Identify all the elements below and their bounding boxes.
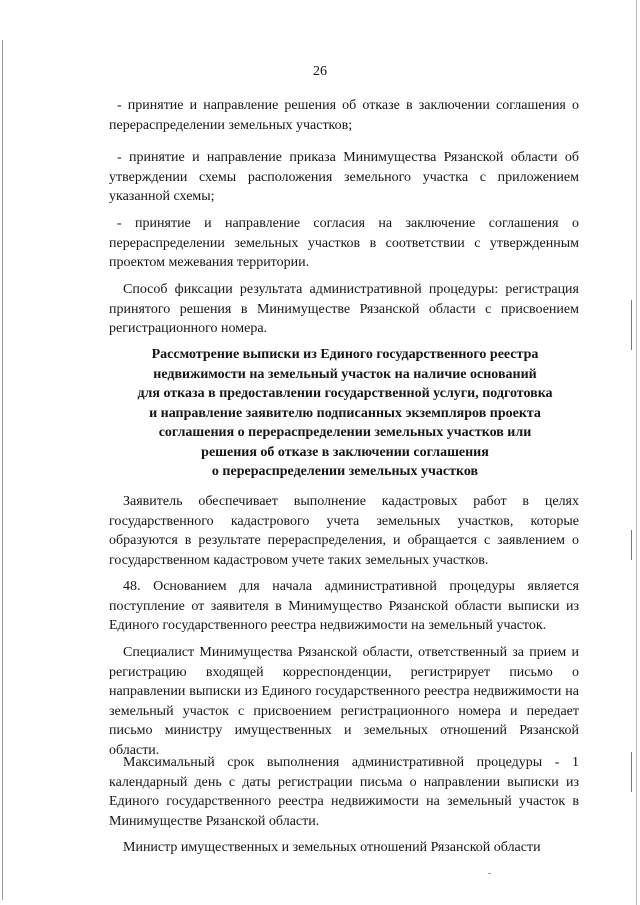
section-heading bbox=[105, 345, 585, 482]
heading-line: о перераспределении земельных участков bbox=[211, 464, 479, 479]
scan-edge-right bbox=[636, 0, 637, 905]
scan-speck bbox=[488, 873, 491, 874]
minister-line: Министр имущественных и земельных отношений Рязанской области bbox=[123, 840, 541, 855]
max-duration: Максимальный срок выполнения административной процедуры - 1 календарный день с даты регистрации письма о направлении выписки из Единого государственного реестра недвижимости на земельный участок в Минимуществе Рязанской области. bbox=[109, 755, 579, 829]
scan-mark bbox=[631, 530, 632, 560]
list-item-refusal-decision: - принятие и направление решения об отказе в заключении соглашения о перераспределении земельных участков; bbox=[109, 98, 579, 133]
heading-line: для отказа в предоставлении государственной услуги, подготовка bbox=[137, 386, 553, 401]
specialist-registration: Специалист Минимущества Рязанской области, ответственный за прием и регистрацию входящей корреспонденции, регистрирует письмо о направлении выписки из Единого государственного реестра недвижимости на земельный участок с присвоением регистрационного номера и передает письмо министру имущественных и земельных отношений Рязанской области. bbox=[109, 645, 579, 758]
list-item-consent: - принятие и направление согласия на заключение соглашения о перераспределении земельных участков в соответствии с утвержденным проектом межевания территории. bbox=[109, 216, 579, 270]
scan-mark bbox=[631, 300, 632, 350]
paragraph-48: 48. Основанием для начала административной процедуры является поступление от заявителя в Минимущество Рязанской области выписки из Единого государственного реестра недвижимости на земельный участок. bbox=[109, 579, 579, 633]
heading-line: и направление заявителю подписанных экземпляров проекта bbox=[149, 405, 541, 421]
page-number: 26 bbox=[313, 64, 327, 79]
heading-line: Рассмотрение выписки из Единого государственного реестра bbox=[151, 347, 539, 362]
heading-line: решения об отказе в заключении соглашения bbox=[201, 444, 489, 460]
heading-line: недвижимости на земельный участок на наличие оснований bbox=[153, 366, 537, 382]
scan-edge-left bbox=[2, 40, 3, 900]
heading-line: соглашения о перераспределении земельных участков или bbox=[158, 425, 532, 440]
scan-mark bbox=[631, 752, 632, 792]
applicant-cadastral-works: Заявитель обеспечивает выполнение кадастровых работ в целях государственного кадастрового учета земельных участков, которые образуются в результате перераспределения, и обращается с заявлением о государственном кадастровом учете таких земельных участков. bbox=[109, 494, 579, 568]
procedure-result-fixation: Способ фиксации результата административной процедуры: регистрация принятого решения в Минимуществе Рязанской области с присвоением регистрационного номера. bbox=[109, 282, 579, 336]
list-item-order-approval: - принятие и направление приказа Минимущества Рязанской области об утверждении схемы расположения земельного участка с приложением указанной схемы; bbox=[109, 150, 579, 204]
